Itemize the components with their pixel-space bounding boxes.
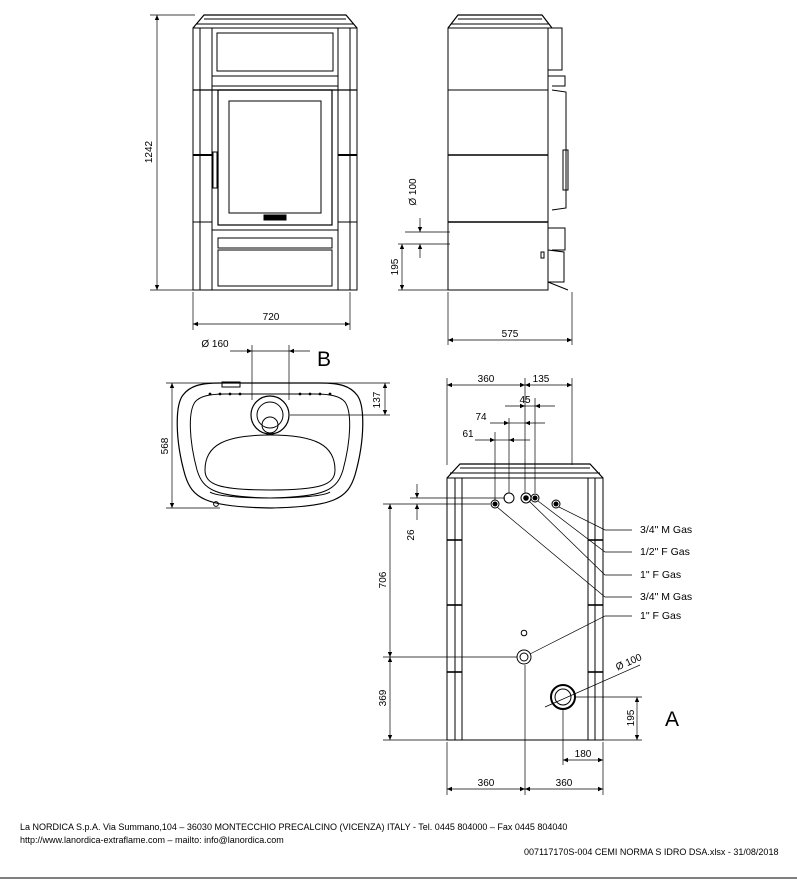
rear-outlet-side-dimension: 180	[574, 749, 592, 760]
side-depth-dimension: 575	[501, 329, 519, 340]
side-view	[448, 15, 568, 290]
view-label-a: A	[665, 708, 680, 731]
connection-label-5: 1" F Gas	[640, 610, 682, 622]
rear-v706-dimension: 706	[378, 571, 389, 589]
rear-bottom-left-dimension: 360	[477, 778, 495, 789]
side-flue-diameter: Ø 100	[408, 178, 419, 206]
side-dimensions	[398, 218, 572, 345]
rear-v369-dimension: 369	[378, 689, 389, 707]
rear-right-offset-dimension: 135	[532, 374, 550, 385]
connection-label-3: 1" F Gas	[640, 569, 682, 581]
footer-document-reference: 007117170S-004 CEMI NORMA S IDRO DSA.xlsx - 31/08/2018	[524, 847, 779, 857]
connection-label-1: 3/4" M Gas	[640, 524, 693, 536]
top-depth-dimension: 568	[160, 437, 171, 455]
rear-bottom-right-dimension: 360	[555, 778, 573, 789]
rear-d61-dimension: 61	[462, 429, 474, 440]
rear-outlet-diameter: Ø 100	[614, 652, 644, 674]
connection-label-2: 1/2" F Gas	[640, 546, 690, 558]
side-flue-height: 195	[390, 258, 401, 276]
front-width-dimension: 720	[262, 312, 280, 323]
front-view	[193, 15, 357, 290]
top-view	[177, 382, 363, 508]
rear-d45-dimension: 45	[519, 395, 531, 406]
footer-address: La NORDICA S.p.A. Via Summano,104 – 36030 MONTECCHIO PRECALCINO (VICENZA) ITALY - Tel. 0445 804000 – Fax 0445 804040	[20, 822, 568, 832]
front-height-dimension: 1242	[144, 140, 155, 164]
view-label-b: B	[317, 348, 332, 371]
top-flue-offset: 137	[372, 391, 383, 409]
top-flue-diameter: Ø 160	[201, 339, 229, 350]
rear-d74-dimension: 74	[475, 412, 487, 423]
front-dimensions	[150, 15, 350, 330]
rear-leader-lines	[497, 501, 632, 654]
connection-label-4: 3/4" M Gas	[640, 591, 693, 603]
rear-outlet-height-dimension: 195	[626, 709, 637, 727]
rear-left-half-dimension: 360	[477, 374, 495, 385]
footer-web-contact: http://www.lanordica-extraflame.com – mailto: info@lanordica.com	[20, 835, 284, 845]
rear-top-offset-dimension: 26	[406, 529, 417, 541]
